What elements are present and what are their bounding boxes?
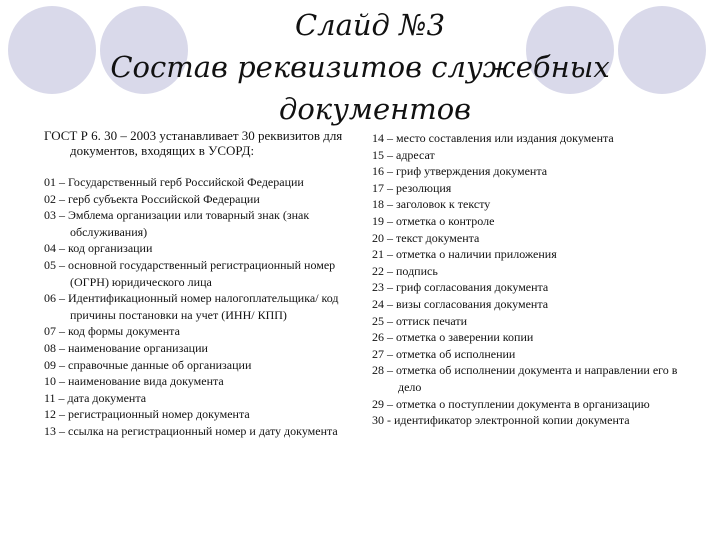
list-item: 20 – текст документа [372,230,480,245]
list-item: 21 – отметка о наличии приложения [372,247,557,262]
list-item: 23 – гриф согласования документа [372,280,549,295]
list-item: 06 – Идентификационный номер налогоплательщика/ код причины постановки на учет (ИНН/ КПП) [44,291,339,322]
list-item: 10 – наименование вида документа [44,374,224,389]
list-item: 13 – ссылка на регистрационный номер и дату документа [44,423,338,438]
list-item: 02 – герб субъекта Российской Федерации [44,191,260,206]
right-column [372,130,692,429]
list-item: 17 – резолюция [372,180,452,195]
list-item: 05 – основной государственный регистрационный номер (ОГРН) юридического лица [44,257,336,289]
list-item: 16 – гриф утверждения документа [372,164,548,179]
list-item: 01 – Государственный герб Российской Федерации [44,175,304,189]
list-item: 18 – заголовок к тексту [372,197,491,212]
list-item: 27 – отметка об исполнении [372,346,516,361]
list-item: 15 – адресат [372,147,435,162]
list-item: 22 – подпись [372,263,438,278]
slide-title-line1: Слайд №3 [294,8,446,42]
gost-intro: ГОСТ Р 6. 30 – 2003 устанавливает 30 реквизитов для документов, входящих в УСОРД: [44,128,343,158]
list-item: 25 – оттиск печати [372,313,468,328]
list-item: 12 – регистрационный номер документа [44,407,250,422]
list-item: 24 – визы согласования документа [372,296,549,311]
slide-title [0,4,720,130]
list-item: 07 – код формы документа [44,324,180,339]
list-item: 19 – отметка о контроле [372,213,495,228]
left-column [44,128,354,440]
list-item: 29 – отметка о поступлении документа в организацию [372,396,650,411]
list-item: 28 – отметка об исполнении документа и направлении его в дело [372,363,678,394]
list-item: 14 – место составления или издания документа [372,131,614,145]
slide-title-line2: Состав реквизитов служебных [110,50,610,84]
slide-title-line3: документов [278,92,472,126]
list-item: 09 – справочные данные об организации [44,357,252,372]
list-item: 04 – код организации [44,241,153,256]
list-item: 30 - идентификатор электронной копии документа [372,413,630,428]
list-item: 03 – Эмблема организации или товарный знак (знак обслуживания) [44,208,310,239]
list-item: 11 – дата документа [44,390,147,405]
list-item: 26 – отметка о заверении копии [372,330,534,345]
list-item: 08 – наименование организации [44,340,208,355]
